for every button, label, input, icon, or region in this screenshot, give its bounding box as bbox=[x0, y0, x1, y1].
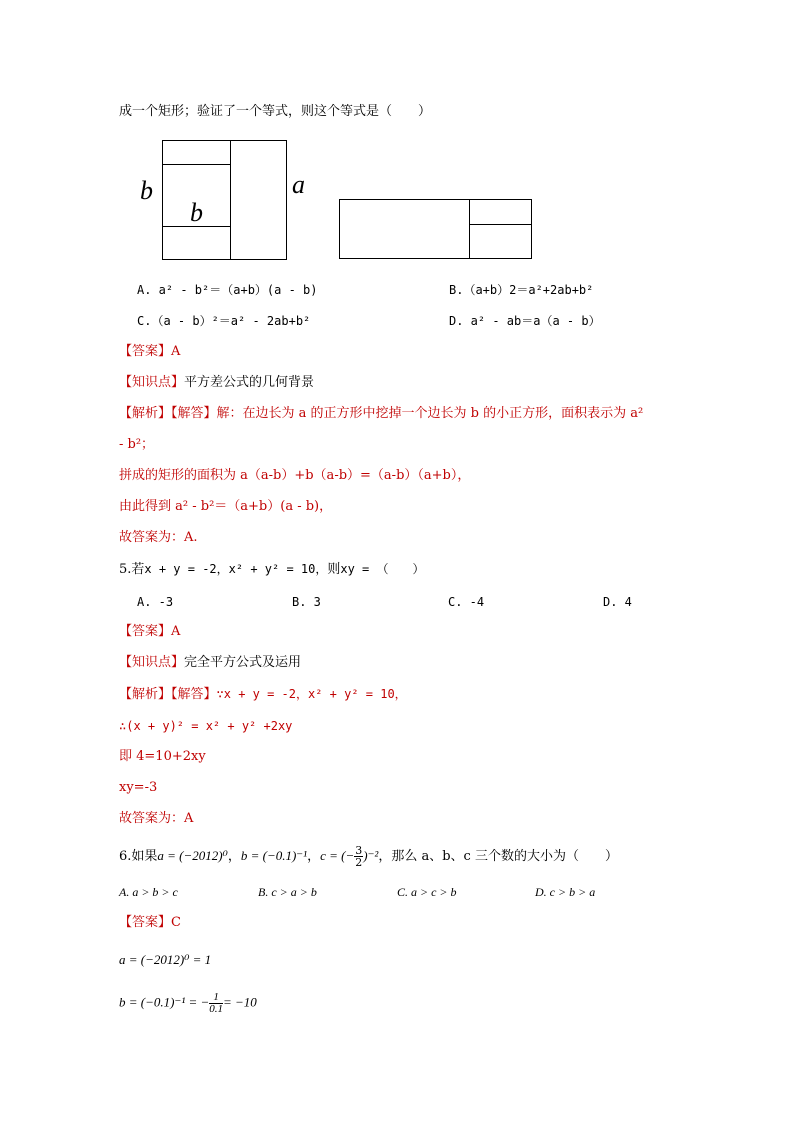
analysis-tag: 【解析】【解答】 bbox=[119, 687, 217, 702]
label-b-outer: b bbox=[140, 176, 153, 205]
divider-top bbox=[162, 164, 230, 165]
divider-vertical bbox=[230, 140, 231, 260]
q5-end: xy = （ ） bbox=[340, 562, 425, 576]
answer-value: A bbox=[171, 624, 181, 639]
q6-work-2-prefix: b = (−0.1)⁻¹ = − bbox=[119, 994, 210, 1010]
q5-option-a: A. -3 bbox=[137, 595, 174, 609]
q4-answer-line bbox=[119, 344, 180, 360]
knowledge-point: 平方差公式的几何背景 bbox=[184, 375, 315, 390]
q4-rect-area: 拼成的矩形的面积为 a（a-b）+b（a-b）=（a-b）（a+b）， bbox=[119, 468, 471, 483]
q4-knowledge-line bbox=[119, 375, 314, 391]
label-a: a bbox=[292, 170, 305, 199]
q5-option-c: C. -4 bbox=[448, 595, 485, 609]
answer-tag: 【答案】 bbox=[119, 624, 172, 639]
q5-conclusion: 故答案为：A bbox=[119, 811, 194, 826]
q6-answer-line bbox=[119, 915, 181, 931]
q6-option-b: B. c > a > b bbox=[258, 885, 317, 899]
q6-work-2-suffix: = −10 bbox=[223, 994, 257, 1010]
q6-option-d: D. c > b > a bbox=[535, 885, 596, 899]
q5-step-1: 即 4=10+2xy bbox=[119, 749, 206, 764]
answer-value: A bbox=[171, 344, 181, 359]
q4-analysis-line bbox=[119, 406, 643, 422]
analysis-tag: 【解析】【解答】 bbox=[119, 406, 217, 421]
q5-answer-line bbox=[119, 624, 180, 640]
q6-b-def: b = (−0.1)⁻¹ bbox=[240, 848, 308, 863]
q6-c-suffix: )⁻² bbox=[363, 848, 379, 863]
knowledge-tag: 【知识点】 bbox=[119, 655, 185, 670]
rectangle bbox=[339, 199, 532, 259]
q6-work-2 bbox=[119, 992, 257, 1015]
answer-tag: 【答案】 bbox=[119, 915, 172, 930]
q4-option-d: D. a² - ab＝a（a - b） bbox=[449, 314, 601, 328]
q6-option-a: A. a > b > c bbox=[119, 885, 178, 899]
q6-work-num: 1 bbox=[209, 992, 223, 1004]
q5-step-2: xy=-3 bbox=[119, 780, 158, 795]
analysis-text: 解：在边长为 a 的正方形中挖掉一个边长为 b 的小正方形，面积表示为 a² bbox=[216, 406, 644, 421]
q4-conclusion: 故答案为：A. bbox=[119, 530, 198, 545]
q6-stem-end: ，那么 a、b、c 三个数的大小为（ ） bbox=[378, 849, 618, 864]
q4-option-a: A. a² - b²＝（a+b）(a - b) bbox=[137, 283, 318, 297]
label-b-inner: b bbox=[190, 198, 203, 227]
q5-prefix: 5.若 bbox=[119, 562, 145, 577]
knowledge-tag: 【知识点】 bbox=[119, 375, 185, 390]
q6-fraction bbox=[354, 845, 363, 868]
q6-work-den: 0.1 bbox=[209, 1003, 224, 1015]
q6-frac-num: 3 bbox=[355, 844, 363, 857]
q6-option-c: C. a > c > b bbox=[397, 885, 457, 899]
q5-mid: 则 bbox=[327, 562, 341, 577]
intro-line: 成一个矩形；验证了一个等式，则这个等式是（ ） bbox=[119, 104, 432, 119]
q6-stem: 6.如果a = (−2012)⁰，b = (−0.1)⁻¹，c = (− $\frac{3}{2}$ )⁻²，那么 a、b、c 三个数的大小为（ ） bbox=[119, 844, 618, 869]
q4-derivation: 由此得到 a² - b²＝（a+b）(a - b)， bbox=[119, 499, 333, 514]
q5-analysis-line bbox=[119, 686, 407, 703]
q6-work-1: a = (−2012)⁰ = 1 bbox=[119, 952, 212, 967]
rect-divider-horizontal bbox=[469, 224, 532, 225]
outer-square bbox=[162, 140, 287, 260]
q4-option-c: C.（a - b）²＝a² - 2ab+b² bbox=[137, 314, 311, 328]
q5-therefore: ∴(x + y)² = x² + y² +2xy bbox=[119, 719, 293, 733]
q5-option-b: B. 3 bbox=[292, 595, 321, 609]
q5-math: x + y = -2，x² + y² = 10， bbox=[144, 562, 328, 576]
answer-value: C bbox=[171, 915, 181, 930]
knowledge-point: 完全平方公式及运用 bbox=[184, 655, 302, 670]
q4-analysis-cont: - b²； bbox=[119, 437, 155, 452]
q4-option-b: B.（a+b）2＝a²+2ab+b² bbox=[449, 283, 594, 297]
q6-prefix: 6.如果 bbox=[119, 849, 158, 864]
q5-stem bbox=[119, 561, 425, 578]
q6-work-fraction bbox=[209, 992, 223, 1015]
q6-frac-den: 2 bbox=[355, 856, 363, 869]
q5-option-d: D. 4 bbox=[603, 595, 632, 609]
answer-tag: 【答案】 bbox=[119, 344, 172, 359]
rect-divider-vertical bbox=[469, 199, 470, 259]
q6-c-prefix: c = (− bbox=[320, 848, 355, 863]
q5-knowledge-line bbox=[119, 655, 301, 671]
q6-a-def: a = (−2012)⁰ bbox=[157, 848, 228, 863]
analysis-since: ∵x + y = -2，x² + y² = 10， bbox=[216, 687, 407, 701]
